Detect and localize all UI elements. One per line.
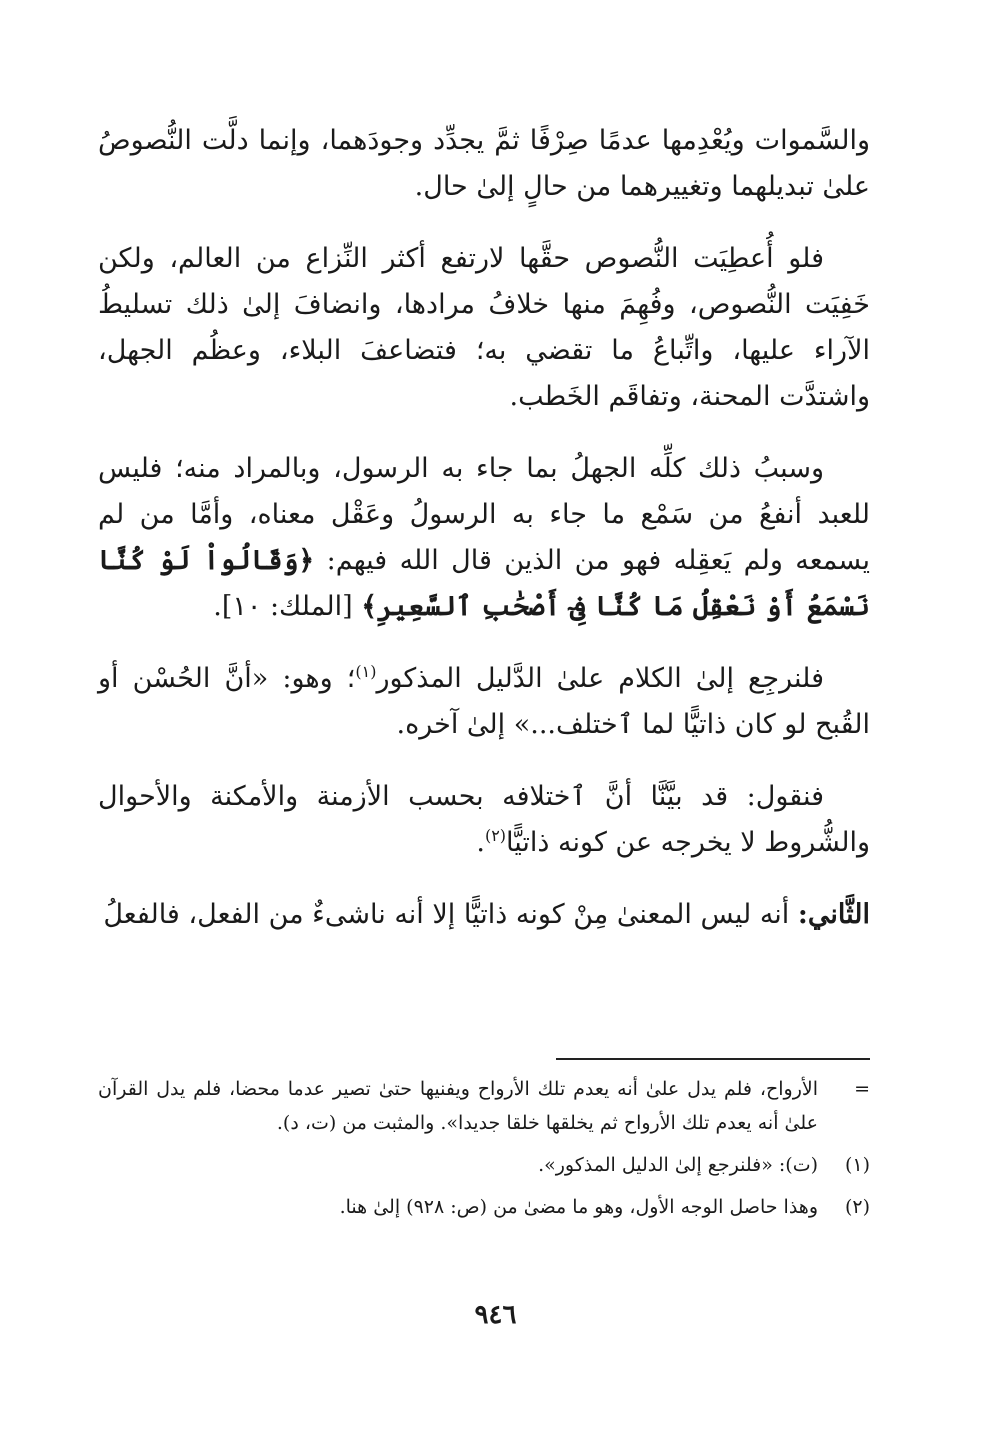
footnote-text: (ت): «فلنرجع إلىٰ الدليل المذكور». [538, 1154, 818, 1176]
footnote-separator [556, 1058, 870, 1060]
paragraph-1: والسَّموات ويُعْدِمها عدمًا صِرْفًا ثمَّ يجدِّد وجودَهما، وإنما دلَّت النُّصوصُ علىٰ تبديلهما وتغييرهما من حالٍ إلىٰ حال. [98, 125, 870, 202]
second-point-label: الثَّاني: [797, 899, 870, 930]
footnote-marker: = [854, 1078, 870, 1100]
paragraph-4 [98, 656, 870, 748]
footnotes [98, 1072, 870, 1232]
footnote-1 [98, 1148, 870, 1182]
paragraph-6 [98, 892, 870, 938]
paragraph-2: فلو أُعطِيَت النُّصوص حقَّها لارتفع أكثر النِّزاع من العالم، ولكن خَفِيَت النُّصوص، وفُهِمَ منها خلافُ مرادها، وانضافَ إلىٰ ذلك تسليطُ الآراء عليها، واتِّباعُ ما تقضي به؛ فتضاعفَ البلاء، وعظُم الجهل، واشتدَّت المحنة، وتفاقَم الخَطب. [98, 243, 870, 412]
footnote-text: وهذا حاصل الوجه الأول، وهو ما مضىٰ من (ص: ٩٢٨) إلىٰ هنا. [339, 1196, 818, 1218]
footnote-text: الأرواح، فلم يدل علىٰ أنه يعدم تلك الأرواح ويفنيها حتىٰ تصير عدما محضا، فلم يدل القرآن علىٰ أنه يعدم تلك الأرواح ثم يخلقها خلقا جديدا». والمثبت من (ت، د). [98, 1078, 818, 1134]
paragraph-5-text-b: . [476, 827, 485, 858]
paragraph-5-text-a: فنقول: قد بيَّنَّا أنَّ ٱختلافه بحسب الأزمنة والأمكنة والأحوال والشُّروط لا يخرجه عن كونه ذاتيًّا [98, 781, 870, 858]
footnote-marker: (٢) [844, 1196, 870, 1218]
quran-verse: ﴿وَقَالُواْ لَوْ كُنَّا نَسْمَعُ أَوْ نَعْقِلُ مَا كُنَّا فِىٓ أَصْحَٰبِ ٱلسَّعِيرِ﴾ [98, 545, 870, 622]
verse-reference: [الملك: ١٠]. [213, 591, 353, 622]
paragraph-4-text-b: ؛ وهو: «أنَّ الحُسْن أو القُبح لو كان ذاتيًّا لما ٱختلف...» إلىٰ آخره. [98, 663, 870, 740]
paragraph-6-text: أنه ليس المعنىٰ مِنْ كونه ذاتيًّا إلا أنه ناشىءٌ من الفعل، فالفعلُ [103, 899, 790, 930]
footnote-marker: (١) [844, 1154, 870, 1176]
paragraph-5 [98, 774, 870, 866]
footnote-continuation [98, 1072, 870, 1140]
footnote-ref-2: (٢) [484, 826, 507, 845]
footnote-ref-1: (١) [355, 662, 377, 681]
main-text [98, 118, 870, 964]
paragraph-3 [98, 446, 870, 630]
footnote-2 [98, 1190, 870, 1224]
paragraph-3-text: وسببُ ذلك كلِّه الجهلُ بما جاء به الرسول، وبالمراد منه؛ فليس للعبد أنفعُ من سَمْع ما جاء به الرسولُ وعَقْل معناه، وأمَّا من لم يسمعه ولم يَعقِله فهو من الذين قال الله فيهم: [98, 453, 870, 576]
page-number: ٩٤٦ [474, 1300, 517, 1330]
paragraph-4-text-a: فلنرجِع إلىٰ الكلام علىٰ الدَّليل المذكور [376, 663, 825, 694]
